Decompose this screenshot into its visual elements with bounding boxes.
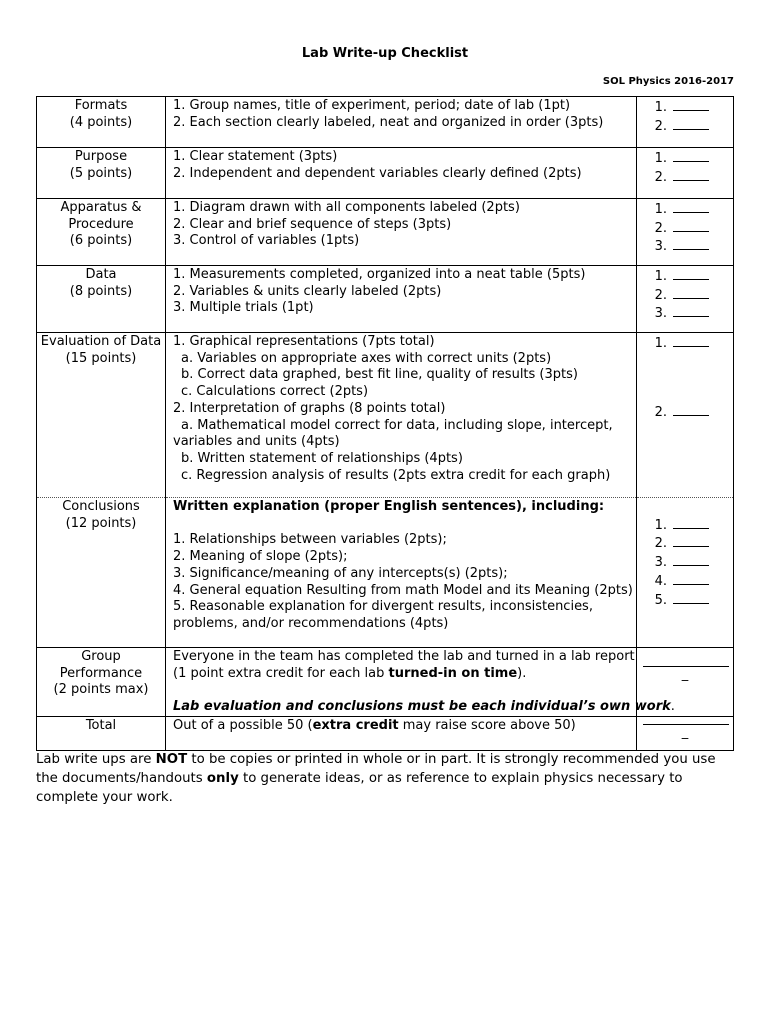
criteria-cell [166, 199, 637, 266]
score-blank[interactable]: 2. [637, 534, 733, 553]
score-blank[interactable]: 1. [637, 98, 733, 117]
group-criterion: Everyone in the team has completed the lab and turned in a lab report [173, 649, 635, 664]
score-cell [637, 716, 734, 750]
score-blank[interactable]: 1. [637, 200, 733, 219]
criterion: 3. Control of variables (1pts) [173, 233, 360, 249]
category-name: Apparatus & [60, 200, 142, 215]
category-points: (5 points) [69, 165, 133, 181]
category-points: (2 points max) [53, 682, 149, 698]
score-blank[interactable]: 1. [637, 149, 733, 168]
footer-note: Lab write ups are NOT to be copies or printed in whole or in part. It is strongly recommended you use the documents/handouts only to generate ideas, or as reference to explain physics necessary to complete your work. [36, 752, 716, 805]
score-blank[interactable]: 5. [637, 591, 733, 610]
sub-criterion: c. Regression analysis of results (2pts extra credit for each graph) [181, 467, 611, 483]
criterion: 1. Relationships between variables (2pts); [173, 532, 447, 548]
score-blank[interactable]: 2. [637, 219, 733, 238]
category-cell [37, 148, 166, 199]
criterion: 1. Group names, title of experiment, period; date of lab (1pt) [173, 98, 571, 113]
sub-criterion: a. Variables on appropriate axes with correct units (2pts) [181, 350, 552, 366]
checklist-table [36, 96, 734, 751]
criteria-cell [166, 148, 637, 199]
category-cell [37, 648, 166, 717]
category-name: Group [81, 649, 121, 664]
category-cell [37, 498, 166, 648]
sub-criterion: b. Written statement of relationships (4pts) [181, 450, 463, 466]
score-blank[interactable]: 3. [637, 237, 733, 256]
score-cell [637, 199, 734, 266]
score-cell [637, 97, 734, 148]
total-description: Out of a possible 50 (extra credit may raise score above 50) [173, 717, 576, 733]
row-data [37, 266, 734, 333]
category-name: Purpose [74, 149, 128, 164]
category-cell [37, 333, 166, 498]
sub-criterion: a. Mathematical model correct for data, including slope, intercept, [181, 417, 613, 433]
sub-criterion-continued: variables and units (4pts) [173, 434, 340, 450]
category-name: Evaluation of Data [40, 334, 162, 349]
criteria-cell [166, 333, 637, 498]
score-cell [637, 333, 734, 498]
criteria-cell [166, 97, 637, 148]
score-blank[interactable]: 1. [637, 516, 733, 535]
row-formats [37, 97, 734, 148]
criterion: 1. Diagram drawn with all components labeled (2pts) [173, 200, 520, 215]
score-blank[interactable]: 2. [637, 117, 733, 136]
score-blank[interactable]: 3. [637, 304, 733, 323]
criterion: 3. Significance/meaning of any intercepts(s) (2pts); [173, 565, 508, 581]
row-purpose [37, 148, 734, 199]
criterion: 2. Variables & units clearly labeled (2pts) [173, 283, 442, 299]
criterion: 4. General equation Resulting from math Model and its Meaning (2pts) [173, 582, 633, 598]
criterion: 1. Graphical representations (7pts total) [173, 334, 435, 349]
category-name: Formats [74, 98, 128, 113]
score-blank[interactable]: 2. [637, 168, 733, 187]
category-name: Performance [59, 665, 143, 681]
score-blank[interactable]: 2. [637, 403, 733, 422]
criterion: 1. Clear statement (3pts) [173, 149, 338, 164]
category-name: Data [85, 267, 117, 282]
category-name: Conclusions [62, 499, 140, 514]
sub-criterion: b. Correct data graphed, best fit line, quality of results (3pts) [181, 367, 578, 383]
score-blank[interactable]: 1. [637, 267, 733, 286]
category-name: Total [85, 717, 117, 733]
row-total [37, 716, 734, 750]
score-cell [637, 266, 734, 333]
score-blank[interactable]: 2. [637, 286, 733, 305]
row-group-performance [37, 648, 734, 717]
criterion: 2. Each section clearly labeled, neat and organized in order (3pts) [173, 114, 604, 130]
criteria-cell [166, 498, 637, 648]
criteria-cell [166, 266, 637, 333]
score-blank[interactable]: 4. [637, 572, 733, 591]
criterion: 1. Measurements completed, organized into a neat table (5pts) [173, 267, 586, 282]
category-points: (12 points) [65, 515, 137, 531]
category-cell [37, 266, 166, 333]
category-points: (15 points) [65, 350, 137, 366]
score-mark: _ [681, 666, 689, 682]
score-cell [637, 498, 734, 648]
category-cell [37, 97, 166, 148]
criterion: 5. Reasonable explanation for divergent results, inconsistencies, [173, 599, 593, 615]
category-name: Procedure [68, 216, 134, 232]
category-cell [37, 199, 166, 266]
individual-work-note: Lab evaluation and conclusions must be each individual’s own work. [173, 699, 675, 715]
criteria-cell [166, 648, 675, 717]
category-points: (8 points) [69, 283, 133, 299]
row-evaluation [37, 333, 734, 498]
category-cell [37, 716, 166, 750]
score-cell [637, 148, 734, 199]
document-title: Lab Write-up Checklist [301, 46, 469, 61]
row-apparatus [37, 199, 734, 266]
category-points: (6 points) [69, 233, 133, 249]
criterion-continued: problems, and/or recommendations (4pts) [173, 615, 449, 631]
score-mark: _ [681, 724, 689, 740]
sub-criterion: c. Calculations correct (2pts) [181, 384, 369, 400]
criterion: 2. Interpretation of graphs (8 points total) [173, 400, 446, 416]
course-label: SOL Physics 2016-2017 [602, 76, 734, 87]
criteria-cell [166, 716, 637, 750]
score-blank[interactable]: 1. [637, 334, 733, 353]
score-blank[interactable]: 3. [637, 553, 733, 572]
criterion: 2. Independent and dependent variables clearly defined (2pts) [173, 165, 582, 181]
group-criterion-extra: (1 point extra credit for each lab turned-in on time). [173, 665, 527, 681]
conclusions-intro: Written explanation (proper English sentences), including: [173, 499, 605, 514]
category-points: (4 points) [69, 114, 133, 130]
criterion: 2. Clear and brief sequence of steps (3pts) [173, 216, 452, 232]
row-conclusions [37, 498, 734, 648]
criterion: 3. Multiple trials (1pt) [173, 300, 314, 316]
criterion: 2. Meaning of slope (2pts); [173, 549, 348, 565]
